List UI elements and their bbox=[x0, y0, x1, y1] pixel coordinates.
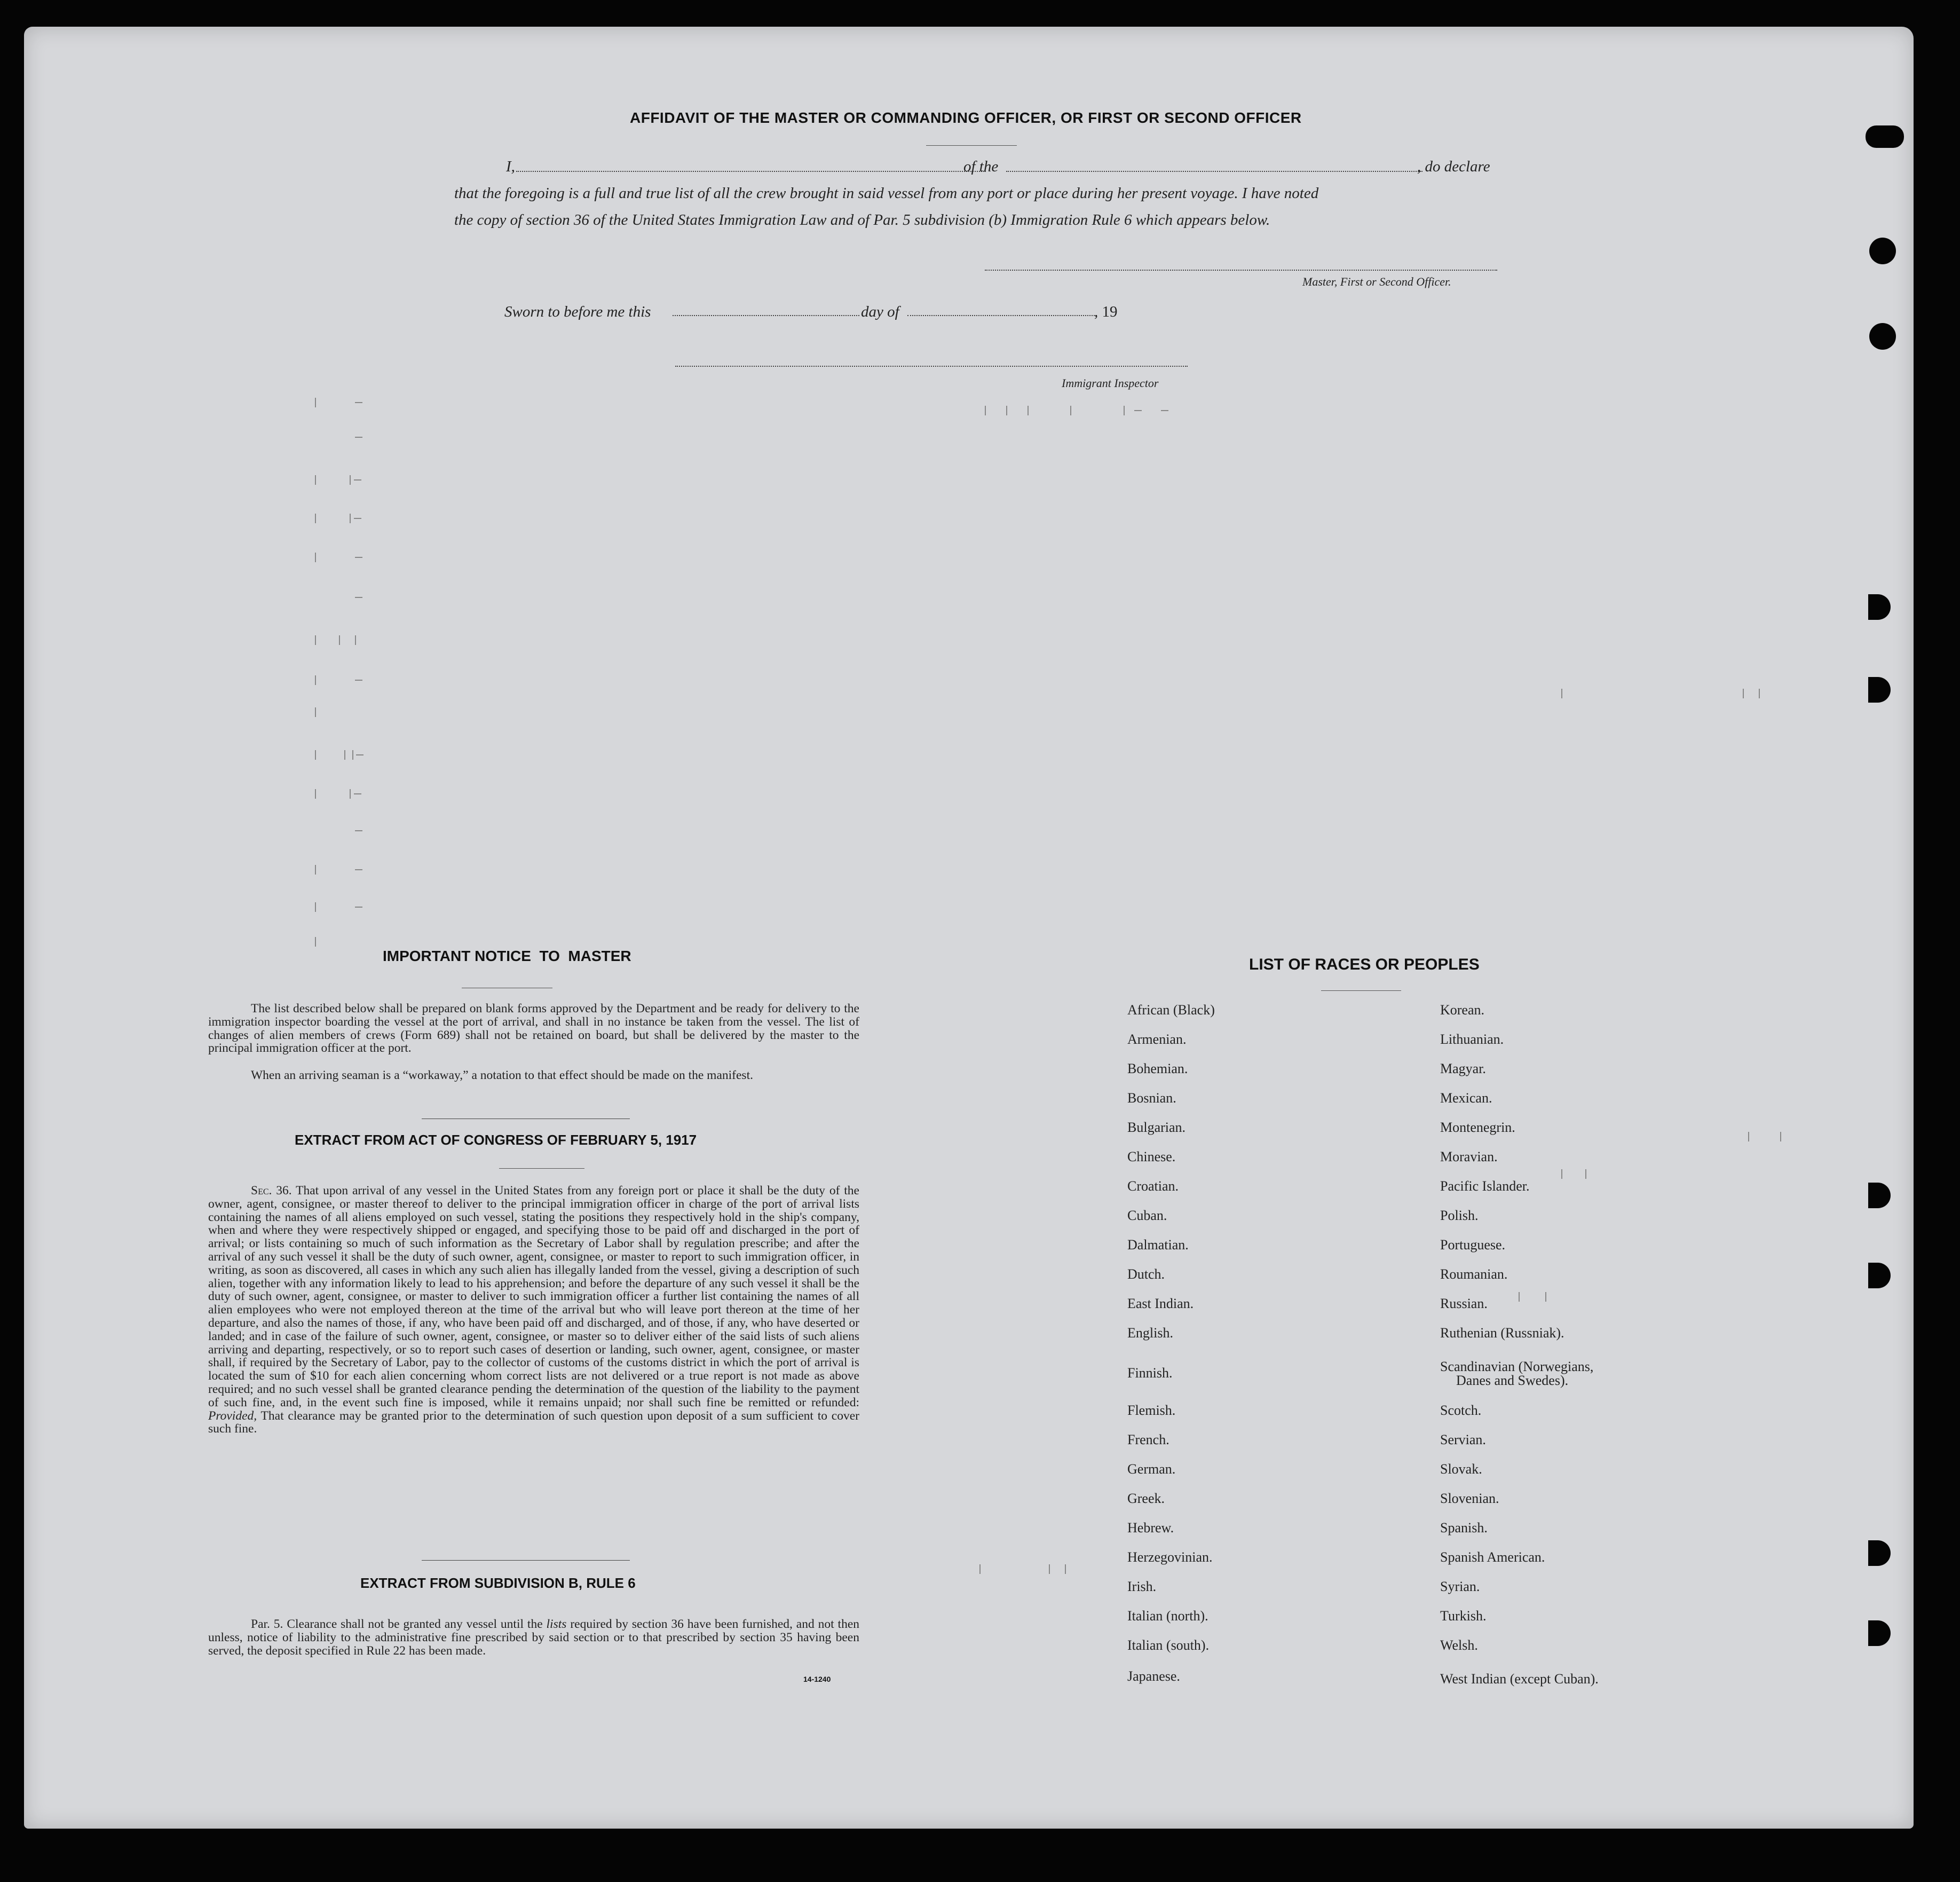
race-right-7: Pacific Islander. bbox=[1440, 1178, 1530, 1194]
binder-hole-icon bbox=[1868, 594, 1891, 620]
binder-hole-icon bbox=[1868, 1183, 1891, 1208]
race-right-23: West Indian (except Cuban). bbox=[1440, 1671, 1599, 1687]
race-left-7: Croatian. bbox=[1127, 1178, 1179, 1194]
race-right-10: Roumanian. bbox=[1440, 1266, 1508, 1282]
race-left-2: Armenian. bbox=[1127, 1031, 1187, 1047]
rule-text-b: required by section 36 have been furnished, and not then unless, notice of liability to the administrative fine prescribed by said section or to that prescribed by section 35 having been served, the deposit specified in Rule 22 has been made. bbox=[208, 1617, 860, 1658]
affidavit-title: AFFIDAVIT OF THE MASTER OR COMMANDING OFFICER, OR FIRST OR SECOND OFFICER bbox=[630, 109, 1302, 126]
race-left-18: Hebrew. bbox=[1127, 1520, 1174, 1535]
race-left-19: Herzegovinian. bbox=[1127, 1549, 1213, 1565]
race-right-8: Polish. bbox=[1440, 1208, 1479, 1223]
sworn-label: Sworn to before me this bbox=[504, 303, 651, 320]
affidavit-line-3: the copy of section 36 of the United States Immigration Law and of Par. 5 subdivision (b) Immigration Rule 6 which appears below. bbox=[454, 211, 1270, 229]
document-sheet bbox=[24, 27, 1914, 1829]
binder-hole-icon bbox=[1868, 677, 1891, 703]
race-right-13b: Danes and Swedes). bbox=[1456, 1373, 1569, 1388]
vessel-blank[interactable] bbox=[1006, 171, 1422, 172]
race-right-3: Magyar. bbox=[1440, 1061, 1486, 1076]
race-right-13: Scandinavian (Norwegians, bbox=[1440, 1359, 1594, 1374]
rule-text-a: Par. 5. Clearance shall not be granted any vessel until the bbox=[251, 1617, 543, 1631]
rule-extract-body bbox=[208, 1618, 859, 1657]
race-left-5: Bulgarian. bbox=[1127, 1120, 1186, 1135]
race-right-19: Spanish American. bbox=[1440, 1549, 1545, 1565]
form-number: 14-1240 bbox=[803, 1675, 831, 1683]
binder-hole-icon bbox=[1868, 1263, 1891, 1288]
race-right-20: Syrian. bbox=[1440, 1579, 1480, 1594]
binder-hole-icon bbox=[1868, 1620, 1891, 1646]
race-left-12: English. bbox=[1127, 1325, 1173, 1341]
race-left-9: Dalmatian. bbox=[1127, 1237, 1189, 1253]
officer-signature-line[interactable] bbox=[985, 270, 1497, 271]
binder-hole-icon bbox=[1869, 323, 1896, 350]
act-body-text: That upon arrival of any vessel in the United States from any foreign port or place it shall be the duty of the owner, agent, consignee, or master thereof to deliver to the principal immigration officer in charge of the port of arrival lists containing the names of all aliens employed on such vessel, stating the positions they respectively hold in the ship's company, when and where they were respectively shipped or engaged, and specifying those to be paid off and discharged in the port of arrival; or lists containing so much of such information as the Secretary of Labor shall by regulation prescribe; and after the arrival of any such vessel it shall be the duty of such owner, agent, consignee, or master to report to such immigration officer, in writing, as soon as discovered, all cases in which any such alien has illegally landed from the vessel, giving a description of such alien, together with any information likely to lead to his apprehension; and before the departure of any such vessel it shall be the duty of such owner, agent, consignee, or master to deliver to such immigration officer a further list containing the names of all alien employees who were not employed thereon at the time of the arrival but who will leave port thereon at the time of her departure, and also the names of those, if any, who have been paid off and discharged, and of those, if any, who have deserted or landed; and in case of the failure of such owner, agent, consignee, or master so to deliver either of the said lists of such aliens arriving and departing, respectively, or so to report such cases of desertion or landing, such owner, agent, consignee, or master shall, if required by the Secretary of Labor, pay to the collector of customs of the customs district in which the port of arrival is located the sum of $10 for each alien concerning whom correct lists are not delivered or a true report is not made as above required; and no such vessel shall be granted clearance pending the determination of the question of the liability to the payment of such fine, and, in the event such fine is imposed, while it remains unpaid; nor shall such fine be remitted or refunded: bbox=[208, 1184, 859, 1409]
race-right-6: Moravian. bbox=[1440, 1149, 1498, 1164]
notice-paragraph-1: The list described below shall be prepared on blank forms approved by the Department and be ready for delivery to the immigration inspector boarding the vessel at the port of arrival, and shall in no instance be taken from the vessel. The list of changes of alien members of crews (Form 689) shall not be retained on board, but shall be delivered by the master to the principal immigration officer at the port. bbox=[208, 1002, 859, 1056]
notice-paragraph-2: When an arriving seaman is a “workaway,” a notation to that effect should be made on the manifest. bbox=[251, 1068, 753, 1082]
race-left-4: Bosnian. bbox=[1127, 1090, 1176, 1106]
race-right-21: Turkish. bbox=[1440, 1608, 1487, 1624]
race-right-2: Lithuanian. bbox=[1440, 1031, 1504, 1047]
race-right-4: Mexican. bbox=[1440, 1090, 1492, 1106]
title-divider bbox=[926, 145, 1017, 146]
race-right-12: Ruthenian (Russniak). bbox=[1440, 1325, 1564, 1341]
race-left-1: African (Black) bbox=[1127, 1002, 1215, 1018]
act-divider bbox=[499, 1168, 584, 1169]
provided-word: Provided, bbox=[208, 1408, 257, 1423]
name-blank[interactable] bbox=[516, 171, 986, 172]
rule-extract-title: EXTRACT FROM SUBDIVISION B, RULE 6 bbox=[360, 1575, 636, 1591]
race-right-14: Scotch. bbox=[1440, 1403, 1482, 1418]
act-tail-text: That clearance may be granted prior to the determination of such question upon deposit of a sum sufficient to cover such fine. bbox=[208, 1408, 859, 1436]
race-left-14: Flemish. bbox=[1127, 1403, 1176, 1418]
inspector-caption: Immigrant Inspector bbox=[1062, 376, 1159, 390]
races-divider bbox=[1321, 990, 1401, 991]
race-right-18: Spanish. bbox=[1440, 1520, 1488, 1535]
race-right-17: Slovenian. bbox=[1440, 1491, 1499, 1506]
binder-hole-icon bbox=[1868, 1540, 1891, 1566]
act-extract-title: EXTRACT FROM ACT OF CONGRESS OF FEBRUARY 5, 1917 bbox=[295, 1132, 697, 1148]
affidavit-i-label: I, bbox=[506, 158, 515, 175]
sec-36-label: Sec. 36. bbox=[251, 1184, 292, 1198]
affidavit-of-the-label: of the bbox=[963, 158, 999, 175]
race-right-16: Slovak. bbox=[1440, 1461, 1482, 1477]
lists-word: lists bbox=[546, 1617, 567, 1631]
sworn-month-blank[interactable] bbox=[907, 315, 1097, 316]
races-title: LIST OF RACES OR PEOPLES bbox=[1249, 956, 1480, 973]
affidavit-declare-label: , do declare bbox=[1417, 158, 1490, 175]
notice-title: IMPORTANT NOTICE TO MASTER bbox=[383, 948, 631, 964]
race-left-3: Bohemian. bbox=[1127, 1061, 1188, 1076]
day-of-label: day of bbox=[861, 303, 899, 320]
race-right-22: Welsh. bbox=[1440, 1637, 1478, 1653]
race-right-1: Korean. bbox=[1440, 1002, 1485, 1018]
race-left-23: Japanese. bbox=[1127, 1668, 1180, 1684]
section-divider-2 bbox=[422, 1560, 630, 1561]
affidavit-line-2: that the foregoing is a full and true list of all the crew brought in said vessel from any port or place during her present voyage. I have noted bbox=[454, 185, 1319, 202]
race-left-6: Chinese. bbox=[1127, 1149, 1176, 1164]
race-left-15: French. bbox=[1127, 1432, 1169, 1447]
binder-hole-icon bbox=[1869, 238, 1896, 264]
officer-caption: Master, First or Second Officer. bbox=[1302, 275, 1451, 288]
race-left-22: Italian (south). bbox=[1127, 1637, 1210, 1653]
race-right-11: Russian. bbox=[1440, 1296, 1488, 1311]
race-left-10: Dutch. bbox=[1127, 1266, 1165, 1282]
race-left-16: German. bbox=[1127, 1461, 1176, 1477]
race-left-20: Irish. bbox=[1127, 1579, 1157, 1594]
act-extract-body bbox=[208, 1184, 859, 1436]
race-right-15: Servian. bbox=[1440, 1432, 1486, 1447]
race-left-13: Finnish. bbox=[1127, 1365, 1173, 1381]
race-left-8: Cuban. bbox=[1127, 1208, 1167, 1223]
year-label: , 19 bbox=[1094, 303, 1118, 320]
race-right-9: Portuguese. bbox=[1440, 1237, 1506, 1253]
race-left-21: Italian (north). bbox=[1127, 1608, 1208, 1624]
race-left-17: Greek. bbox=[1127, 1491, 1165, 1506]
binder-clip-icon bbox=[1866, 125, 1904, 148]
race-left-11: East Indian. bbox=[1127, 1296, 1194, 1311]
inspector-signature-line[interactable] bbox=[675, 366, 1188, 367]
sworn-day-blank[interactable] bbox=[673, 315, 859, 316]
race-right-5: Montenegrin. bbox=[1440, 1120, 1515, 1135]
